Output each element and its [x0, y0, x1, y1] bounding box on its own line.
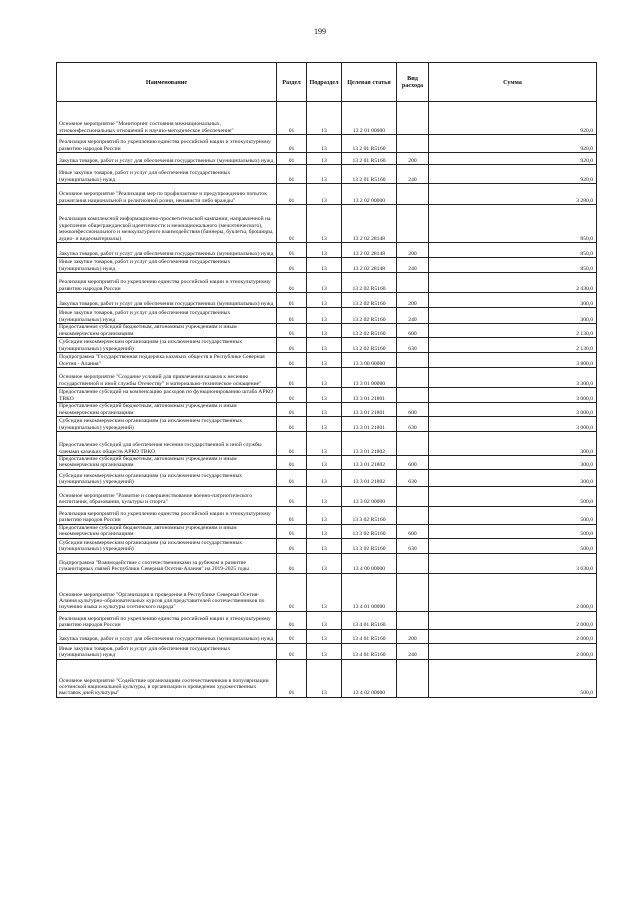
row-razdel: 01	[277, 135, 307, 153]
row-tselevaya-statya: 13 4 01 R5160	[342, 629, 397, 643]
row-name: Закупка товаров, работ и услуг для обеспечения государственных (муниципальных) нужд	[57, 243, 277, 258]
row-podrazdel: 13	[307, 243, 342, 258]
row-summa: 2 000,0	[429, 629, 597, 643]
row-summa: 920,0	[429, 165, 597, 184]
row-tselevaya-statya: 13 3 01 21802	[342, 456, 397, 470]
row-tselevaya-statya: 13 3 02 R5160	[342, 506, 397, 524]
row-vid-raskhoda	[397, 135, 429, 153]
row-name: Подпрограмма "Государственная поддержка казачьих обществ в Республике Северная Осетия - Алания"	[57, 353, 277, 368]
table-row	[57, 456, 597, 470]
row-name: Иные закупки товаров, работ и услуг для обеспечения государственных (муниципальных) нужд	[57, 308, 277, 324]
row-summa: 300,0	[429, 293, 597, 308]
table-row	[57, 659, 597, 697]
table-row	[57, 243, 597, 258]
row-podrazdel: 13	[307, 324, 342, 338]
row-podrazdel: 13	[307, 273, 342, 293]
row-podrazdel: 13	[307, 469, 342, 486]
row-vid-raskhoda: 200	[397, 243, 429, 258]
row-summa: 2 430,0	[429, 273, 597, 293]
row-razdel: 01	[277, 403, 307, 417]
row-podrazdel: 13	[307, 403, 342, 417]
row-summa: 500,0	[429, 524, 597, 538]
row-summa: 500,0	[429, 538, 597, 553]
row-podrazdel: 13	[307, 573, 342, 611]
table-header-row	[57, 63, 597, 102]
row-razdel: 01	[277, 417, 307, 432]
row-summa: 3 000,0	[429, 417, 597, 432]
row-name: Закупка товаров, работ и услуг для обеспечения государственных (муниципальных) нужд	[57, 293, 277, 308]
row-tselevaya-statya: 13 2 02 R5160	[342, 338, 397, 353]
table-row	[57, 293, 597, 308]
row-razdel: 01	[277, 338, 307, 353]
table-row	[57, 184, 597, 205]
row-summa: 3 800,0	[429, 353, 597, 368]
row-vid-raskhoda: 240	[397, 643, 429, 659]
row-name: Иные закупки товаров, работ и услуг для обеспечения государственных (муниципальных) нужд	[57, 258, 277, 273]
row-name: Субсидии некоммерческим организациям (за исключением государственных (муниципальных) учреждений)	[57, 469, 277, 486]
row-razdel: 01	[277, 324, 307, 338]
row-podrazdel: 13	[307, 353, 342, 368]
table-row	[57, 403, 597, 417]
row-tselevaya-statya: 13 2 01 R5160	[342, 165, 397, 184]
row-name: Основное мероприятие "Создание условий для привлечения казаков к несению государственной и иной службы Отечеству" и материально-техническое оснащение"	[57, 368, 277, 388]
table-row	[57, 538, 597, 553]
row-name: Предоставление субсидий бюджетным, автономным учреждениям и иным некоммерческим организациям	[57, 524, 277, 538]
row-vid-raskhoda: 630	[397, 417, 429, 432]
table-row	[57, 153, 597, 165]
row-tselevaya-statya: 13 2 01 00000	[342, 102, 397, 135]
row-razdel: 01	[277, 456, 307, 470]
row-tselevaya-statya: 13 4 01 00000	[342, 573, 397, 611]
row-summa: 850,0	[429, 258, 597, 273]
row-podrazdel: 13	[307, 538, 342, 553]
row-tselevaya-statya: 13 2 02 R5160	[342, 273, 397, 293]
row-razdel: 01	[277, 659, 307, 697]
row-podrazdel: 13	[307, 368, 342, 388]
table-row	[57, 573, 597, 611]
row-vid-raskhoda: 600	[397, 324, 429, 338]
row-razdel: 01	[277, 643, 307, 659]
row-vid-raskhoda	[397, 432, 429, 456]
row-summa: 300,0	[429, 432, 597, 456]
table-row	[57, 135, 597, 153]
row-razdel: 01	[277, 486, 307, 506]
row-tselevaya-statya: 13 2 02 28148	[342, 258, 397, 273]
row-razdel: 01	[277, 308, 307, 324]
row-tselevaya-statya: 13 3 01 21801	[342, 388, 397, 403]
budget-table	[56, 62, 597, 698]
table-row	[57, 524, 597, 538]
row-vid-raskhoda	[397, 573, 429, 611]
row-vid-raskhoda: 240	[397, 258, 429, 273]
row-podrazdel: 13	[307, 338, 342, 353]
row-razdel: 01	[277, 368, 307, 388]
row-podrazdel: 13	[307, 258, 342, 273]
table-row	[57, 258, 597, 273]
row-name: Субсидии некоммерческим организациям (за исключением государственных (муниципальных) учреждений)	[57, 538, 277, 553]
row-summa: 850,0	[429, 205, 597, 243]
row-name: Основное мероприятие "Развитие и совершенствование военно-патриотического воспитания, образования, культуры и спорта"	[57, 486, 277, 506]
header-name: Наименование	[57, 63, 277, 102]
row-tselevaya-statya: 13 2 02 R5160	[342, 308, 397, 324]
row-tselevaya-statya: 13 2 02 28148	[342, 243, 397, 258]
row-name: Реализация мероприятий по укреплению единства российской нации и этнокультурному развитию народов России	[57, 611, 277, 629]
row-vid-raskhoda: 240	[397, 308, 429, 324]
row-podrazdel: 13	[307, 611, 342, 629]
row-razdel: 01	[277, 524, 307, 538]
row-summa: 500,0	[429, 486, 597, 506]
row-vid-raskhoda	[397, 368, 429, 388]
header-tselevaya-statya: Целевая статья	[342, 63, 397, 102]
row-name: Предоставление субсидий бюджетным, автономным учреждениям и иным некоммерческим организациям	[57, 324, 277, 338]
row-razdel: 01	[277, 469, 307, 486]
row-summa: 500,0	[429, 659, 597, 697]
table-row	[57, 353, 597, 368]
row-razdel: 01	[277, 293, 307, 308]
row-name: Предоставление субсидий бюджетным, автономным учреждениям и иным некоммерческим организациям	[57, 456, 277, 470]
row-summa: 3 280,0	[429, 184, 597, 205]
row-tselevaya-statya: 13 4 00 00000	[342, 553, 397, 573]
table-row	[57, 324, 597, 338]
row-tselevaya-statya: 13 2 02 R5160	[342, 324, 397, 338]
row-podrazdel: 13	[307, 135, 342, 153]
row-podrazdel: 13	[307, 417, 342, 432]
table-row	[57, 417, 597, 432]
table-row	[57, 486, 597, 506]
row-razdel: 01	[277, 165, 307, 184]
row-summa: 300,0	[429, 308, 597, 324]
row-podrazdel: 13	[307, 456, 342, 470]
row-razdel: 01	[277, 432, 307, 456]
row-podrazdel: 13	[307, 553, 342, 573]
table-row	[57, 469, 597, 486]
header-vid-raskhoda: Вид расхода	[397, 63, 429, 102]
row-summa: 920,0	[429, 102, 597, 135]
row-tselevaya-statya: 13 2 01 R5160	[342, 135, 397, 153]
row-podrazdel: 13	[307, 308, 342, 324]
row-name: Основное мероприятие "Мониторинг состояния межнациональных, этноконфессиональных отношений и научно-методическое обеспечение"	[57, 102, 277, 135]
row-razdel: 01	[277, 353, 307, 368]
row-podrazdel: 13	[307, 153, 342, 165]
row-name: Субсидии некоммерческим организациям (за исключением государственных (муниципальных) учреждений)	[57, 417, 277, 432]
row-podrazdel: 13	[307, 506, 342, 524]
row-vid-raskhoda	[397, 184, 429, 205]
row-summa: 3 630,0	[429, 553, 597, 573]
row-podrazdel: 13	[307, 388, 342, 403]
row-razdel: 01	[277, 102, 307, 135]
row-podrazdel: 13	[307, 184, 342, 205]
table-row	[57, 165, 597, 184]
row-vid-raskhoda: 630	[397, 338, 429, 353]
row-summa: 2 130,0	[429, 338, 597, 353]
row-tselevaya-statya: 13 4 02 00000	[342, 659, 397, 697]
row-razdel: 01	[277, 388, 307, 403]
row-podrazdel: 13	[307, 293, 342, 308]
row-name: Реализация мероприятий по укреплению единства российской нации и этнокультурному развитию народов России	[57, 273, 277, 293]
row-podrazdel: 13	[307, 629, 342, 643]
row-summa: 2 000,0	[429, 611, 597, 629]
row-razdel: 01	[277, 611, 307, 629]
row-summa: 500,0	[429, 506, 597, 524]
row-tselevaya-statya: 13 2 01 R5160	[342, 153, 397, 165]
row-tselevaya-statya: 13 3 01 21801	[342, 403, 397, 417]
table-row	[57, 388, 597, 403]
row-summa: 920,0	[429, 153, 597, 165]
row-summa: 920,0	[429, 135, 597, 153]
header-summa: Сумма	[429, 63, 597, 102]
row-summa: 850,0	[429, 243, 597, 258]
row-summa: 300,0	[429, 456, 597, 470]
row-summa: 3 000,0	[429, 403, 597, 417]
table-row	[57, 643, 597, 659]
row-podrazdel: 13	[307, 165, 342, 184]
row-vid-raskhoda: 200	[397, 153, 429, 165]
table-row	[57, 338, 597, 353]
row-tselevaya-statya: 13 3 02 R5160	[342, 538, 397, 553]
row-razdel: 01	[277, 553, 307, 573]
row-podrazdel: 13	[307, 102, 342, 135]
row-name: Закупка товаров, работ и услуг для обеспечения государственных (муниципальных) нужд	[57, 629, 277, 643]
row-name: Реализация мероприятий по укреплению единства российской нации и этнокультурному развитию народов России	[57, 506, 277, 524]
table-row	[57, 308, 597, 324]
table-row	[57, 273, 597, 293]
row-tselevaya-statya: 13 4 01 R5160	[342, 643, 397, 659]
row-podrazdel: 13	[307, 432, 342, 456]
table-row	[57, 432, 597, 456]
row-vid-raskhoda	[397, 273, 429, 293]
row-vid-raskhoda: 600	[397, 524, 429, 538]
row-name: Предоставление субсидий на компенсацию расходов по функционированию штаба АРКО ТВКО	[57, 388, 277, 403]
row-name: Реализация мероприятий по укреплению единства российской нации и этнокультурному развитию народов России	[57, 135, 277, 153]
table-row	[57, 205, 597, 243]
row-razdel: 01	[277, 273, 307, 293]
row-razdel: 01	[277, 573, 307, 611]
row-summa: 2 000,0	[429, 643, 597, 659]
row-razdel: 01	[277, 184, 307, 205]
row-vid-raskhoda: 200	[397, 293, 429, 308]
table-row	[57, 102, 597, 135]
row-tselevaya-statya: 13 2 02 00000	[342, 184, 397, 205]
row-name: Подпрограмма "Взаимодействие с соотечественниками за рубежом и развитие гуманитарных связей Республики Северная Осетия-Алания" на 2019-2025 годы	[57, 553, 277, 573]
row-razdel: 01	[277, 506, 307, 524]
row-summa: 3 000,0	[429, 388, 597, 403]
row-vid-raskhoda: 240	[397, 165, 429, 184]
row-razdel: 01	[277, 205, 307, 243]
row-name: Основное мероприятие "Организация и проведение в Республике Северная Осетия-Алания культурно-образовательных курсов для представителей соотечественников по изучению языка и культуры осетинского народа"	[57, 573, 277, 611]
table-row	[57, 506, 597, 524]
header-podrazdel: Подраздел	[307, 63, 342, 102]
table-row	[57, 553, 597, 573]
row-vid-raskhoda	[397, 659, 429, 697]
row-tselevaya-statya: 13 3 01 21801	[342, 417, 397, 432]
row-razdel: 01	[277, 629, 307, 643]
row-name: Предоставление субсидий бюджетным, автономным учреждениям и иным некоммерческим организациям	[57, 403, 277, 417]
row-vid-raskhoda: 200	[397, 629, 429, 643]
row-tselevaya-statya: 13 3 02 R5160	[342, 524, 397, 538]
row-summa: 2 000,0	[429, 573, 597, 611]
row-name: Реализация комплексной информационно-просветительской кампании, направленной на укрепление общегражданской идентичности и межнационального (межэтнического), межконфессионального и межкультурного взаимодействия (баннеры, буклеты, брошюры, аудио- и видеоматериалы)	[57, 205, 277, 243]
page-number: 199	[314, 27, 326, 36]
row-name: Иные закупки товаров, работ и услуг для обеспечения государственных (муниципальных) нужд	[57, 643, 277, 659]
row-vid-raskhoda: 630	[397, 469, 429, 486]
row-vid-raskhoda	[397, 486, 429, 506]
row-tselevaya-statya: 13 3 01 00000	[342, 368, 397, 388]
row-name: Субсидии некоммерческим организациям (за исключением государственных (муниципальных) учреждений)	[57, 338, 277, 353]
row-vid-raskhoda: 600	[397, 403, 429, 417]
row-summa: 2 130,0	[429, 324, 597, 338]
row-vid-raskhoda	[397, 205, 429, 243]
row-vid-raskhoda	[397, 353, 429, 368]
table-row	[57, 611, 597, 629]
table-row	[57, 368, 597, 388]
row-tselevaya-statya: 13 4 01 R5160	[342, 611, 397, 629]
row-tselevaya-statya: 13 3 02 00000	[342, 486, 397, 506]
row-name: Основное мероприятие "Содействие организациям соотечественников в популяризации осетинской национальной культуры, в организации и проведении художественных выставок дней культуры"	[57, 659, 277, 697]
row-tselevaya-statya: 13 3 01 21802	[342, 469, 397, 486]
row-name: Предоставление субсидий для обеспечения несения государственной и иной службы членами казачьих обществ АРКО ТВКО	[57, 432, 277, 456]
row-podrazdel: 13	[307, 659, 342, 697]
row-razdel: 01	[277, 258, 307, 273]
row-vid-raskhoda	[397, 506, 429, 524]
row-tselevaya-statya: 13 2 02 R5160	[342, 293, 397, 308]
row-podrazdel: 13	[307, 524, 342, 538]
row-name: Иные закупки товаров, работ и услуг для обеспечения государственных (муниципальных) нужд	[57, 165, 277, 184]
row-vid-raskhoda	[397, 102, 429, 135]
row-razdel: 01	[277, 153, 307, 165]
row-razdel: 01	[277, 538, 307, 553]
row-vid-raskhoda	[397, 611, 429, 629]
table-row	[57, 629, 597, 643]
row-razdel: 01	[277, 243, 307, 258]
header-razdel: Раздел	[277, 63, 307, 102]
row-vid-raskhoda: 600	[397, 456, 429, 470]
row-vid-raskhoda	[397, 388, 429, 403]
row-podrazdel: 13	[307, 205, 342, 243]
row-podrazdel: 13	[307, 486, 342, 506]
row-name: Основное мероприятие "Реализация мер по профилактике и предупреждению попыток разжигания национальной и религиозной розни, ненависти либо вражды"	[57, 184, 277, 205]
row-summa: 3 300,0	[429, 368, 597, 388]
row-tselevaya-statya: 13 2 02 28148	[342, 205, 397, 243]
row-tselevaya-statya: 13 3 01 21802	[342, 432, 397, 456]
row-vid-raskhoda	[397, 553, 429, 573]
row-podrazdel: 13	[307, 643, 342, 659]
row-vid-raskhoda: 630	[397, 538, 429, 553]
row-tselevaya-statya: 13 3 00 00000	[342, 353, 397, 368]
row-summa: 300,0	[429, 469, 597, 486]
row-name: Закупка товаров, работ и услуг для обеспечения государственных (муниципальных) нужд	[57, 153, 277, 165]
